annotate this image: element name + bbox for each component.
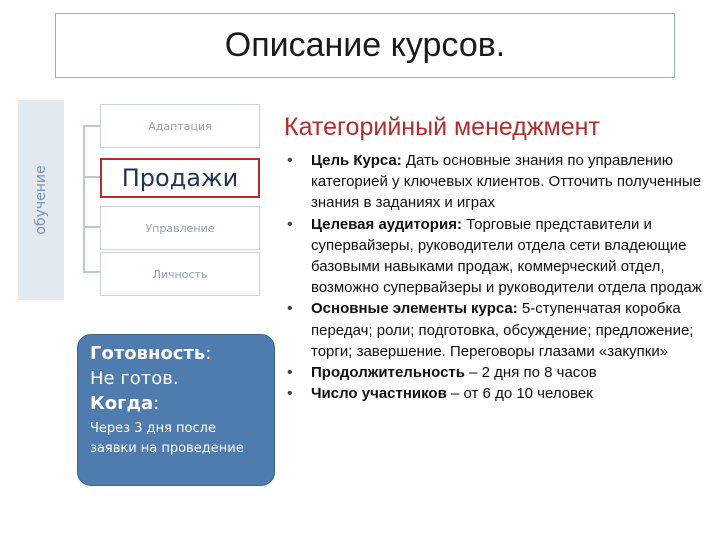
course-description [283,150,713,404]
readiness-sep: : [205,343,212,364]
bullet-goal [283,150,713,214]
bullet-icon: • [287,300,293,318]
category-label: обучение [33,165,49,235]
bullet-participants [283,383,713,404]
tree-connector-1 [83,125,100,127]
tree-node-adaptation[interactable] [100,104,260,148]
tree-node-label: Личность [152,267,208,281]
when-value: Через 3 дня после заявки на проведение [90,421,244,456]
bullet-key: Число участников [311,385,447,403]
bullet-text: 5-ступенчатая коробка передач; роли; подготовка, обсуждение; предложение; торги; завершение. Переговоры глазами «закупки» [311,300,694,360]
bullet-text: – от 6 до 10 человек [446,385,593,403]
bullet-audience [283,214,713,299]
bullet-text: – 2 дня по 8 часов [464,364,597,382]
when-line [90,391,262,416]
tree-connector-vertical [83,125,85,271]
readiness-line [90,341,262,366]
bullet-key: Продолжительность [311,364,465,382]
tree-connector-2 [83,176,100,178]
bullet-key: Цель Курса: [311,152,402,169]
course-title: Категорийный менеджмент [284,113,600,141]
tree-node-sales[interactable] [100,158,260,198]
bullet-text: Дать основные знания по управлению категорией у ключевых клиентов. Отточить полученные знания в заданиях и играх [311,152,702,212]
readiness-value: Не готов. [90,368,179,389]
bullet-text: Торговые представители и супервайзеры, руководители отдела сети владеющие базовыми навыками продаж, коммерческий отдел, возможно супервайзеры и руководители отдела продаж [311,215,702,297]
when-sep: : [153,393,160,414]
tree-node-label: Управление [145,221,215,235]
bullet-icon: • [287,152,293,169]
status-box [77,334,275,486]
tree-node-personality[interactable] [100,252,260,296]
title-box [55,13,675,78]
bullet-icon: • [287,215,293,233]
tree-connector-3 [83,226,100,228]
bullet-icon: • [287,364,293,382]
bullet-duration [283,362,713,383]
bullet-elements [283,298,713,362]
tree-node-management[interactable] [100,206,260,250]
tree-node-label: Адаптация [148,119,212,133]
tree-node-label: Продажи [121,164,239,192]
bullet-key: Основные элементы курса: [311,300,518,318]
when-label: Когда [90,393,154,414]
bullet-key: Целевая аудитория: [311,215,462,233]
readiness-label: Готовность [90,343,206,364]
page-title: Описание курсов. [224,26,506,64]
tree-connector-4 [83,271,100,273]
bullet-icon: • [287,385,293,403]
